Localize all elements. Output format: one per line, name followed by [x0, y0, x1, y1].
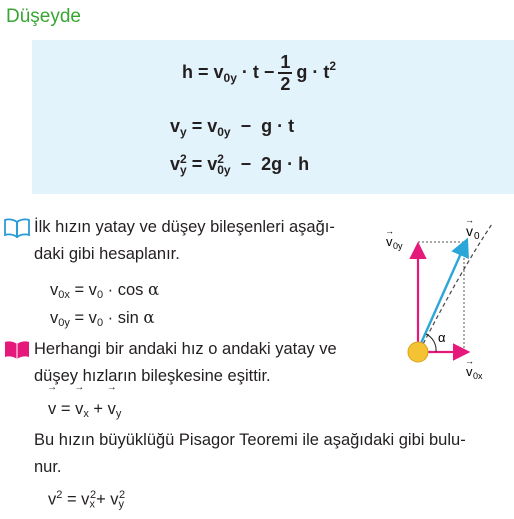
label-v0x: [465, 356, 483, 381]
formula-vy: $v_y = v_{0y} - g \cdot t$: [170, 116, 295, 139]
ball: [408, 342, 428, 362]
section-heading: Düşeyde: [6, 6, 81, 27]
formula-box: [32, 40, 514, 194]
svg-text:→: →: [465, 215, 474, 225]
label-v0: [465, 215, 480, 242]
formula-vector-sum: → v = → $v_x$ + → $v_y$: [48, 396, 121, 428]
svg-text:v: v: [386, 234, 393, 249]
svg-text:→: →: [385, 226, 394, 236]
velocity-diagram: [380, 212, 514, 392]
formula-magnitude: $v^2 = v_x^2+ v_y^2$: [48, 489, 126, 511]
closed-book-icon: [4, 340, 30, 360]
label-v0y: [385, 226, 403, 251]
trajectory-curve: [420, 224, 492, 350]
paragraph-pythagoras: Bu hızın büyüklüğü Pisagor Teoremi ile aşağıdaki gibi bulu- nur.: [34, 431, 466, 476]
svg-text:v: v: [466, 223, 473, 239]
formula-height: $h = v_{0y} \cdot t$ − $\frac{1}{2}$ $g \cdot t^2$: [182, 52, 337, 94]
svg-text:0: 0: [474, 231, 480, 242]
svg-text:v: v: [466, 364, 473, 379]
svg-text:0y: 0y: [393, 241, 403, 251]
paragraph-components: İlk hızın yatay ve düşey bileşenleri aşağı- daki gibi hesaplanır.: [34, 218, 335, 263]
formula-v0y: $v_{0y} = v_0 \cdot \sin \alpha$: [50, 308, 155, 329]
paragraph-resultant: Herhangi bir andaki hız o andaki yatay ve düşey hızların bileşkesine eşittir.: [34, 340, 337, 385]
label-alpha: α: [438, 330, 446, 345]
formula-vy-squared: v 2 y = v 2 0y − 2g · h: [170, 152, 310, 178]
formula-v0x: $v_{0x} = v_0 \cdot \cos \alpha$: [50, 280, 160, 301]
svg-text:→: →: [465, 356, 474, 366]
svg-text:0x: 0x: [473, 371, 483, 381]
open-book-icon: [4, 218, 30, 238]
